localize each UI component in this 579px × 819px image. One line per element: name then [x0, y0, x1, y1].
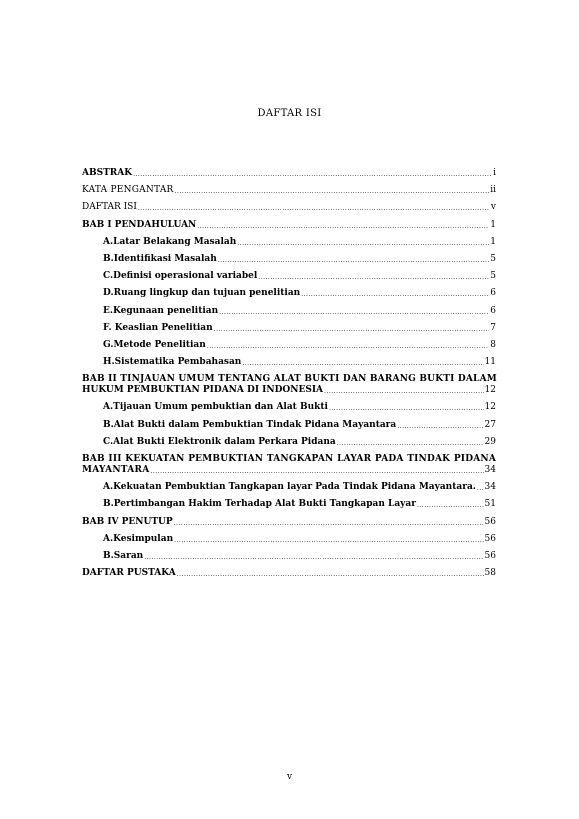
- dot-leader: [197, 223, 489, 231]
- toc-entry-label: F. Keaslian Penelitian: [103, 322, 213, 333]
- toc-entry-label: C.Definisi operasional variabel: [103, 271, 258, 282]
- toc-entry-page: 56: [484, 550, 496, 561]
- toc-entry-abstrak[interactable]: [82, 168, 496, 179]
- toc-entry-page: 6: [490, 288, 496, 299]
- toc-entry-label: DAFTAR PUSTAKA: [82, 568, 176, 579]
- toc-entry-1c[interactable]: [82, 271, 496, 282]
- toc-entry-label-line2: HUKUM PEMBUKTIAN PIDANA DI INDONESIA: [82, 385, 324, 396]
- toc-entry-page: 12: [484, 402, 496, 413]
- dot-leader: [174, 537, 483, 545]
- toc-entry-bab-4[interactable]: [82, 517, 496, 528]
- toc-entry-page: 7: [490, 322, 496, 333]
- toc-entry-label: E.Kegunaan penelitian: [103, 305, 219, 316]
- toc-entry-1a[interactable]: [82, 237, 496, 248]
- toc-entry-daftar-isi[interactable]: [82, 202, 496, 213]
- toc-entry-1e[interactable]: [82, 306, 496, 317]
- toc-entry-page: 34: [484, 482, 496, 493]
- toc-entry-kata-pengantar[interactable]: [82, 185, 496, 196]
- dot-leader: [219, 309, 489, 317]
- toc-entry-4a[interactable]: [82, 534, 496, 545]
- dot-leader: [144, 554, 483, 562]
- dot-leader: [174, 520, 484, 528]
- toc-entry-1g[interactable]: [82, 340, 496, 351]
- toc-entry-3b[interactable]: [82, 499, 496, 510]
- toc-entry-page: v: [490, 202, 496, 213]
- toc-entry-label: A.Kesimpulan: [103, 533, 174, 544]
- toc-entry-daftar-pustaka[interactable]: [82, 568, 496, 579]
- toc-entry-page: 56: [484, 533, 496, 544]
- toc-entry-page: 1: [490, 236, 496, 247]
- page-number: v: [286, 772, 293, 782]
- toc-entry-label: BAB I PENDAHULUAN: [82, 219, 197, 230]
- toc-entry-3a[interactable]: [82, 482, 496, 493]
- toc-entry-page: 56: [484, 516, 496, 527]
- toc-entry-label: B.Saran: [103, 550, 144, 561]
- dot-leader: [301, 291, 489, 299]
- dot-leader: [207, 343, 489, 351]
- toc-entry-label: H.Sistematika Pembahasan: [103, 357, 242, 368]
- toc-entry-label: A.Kekuatan Pembuktian Tangkapan layar Pada Tindak Pidana Mayantara.: [103, 482, 476, 493]
- dot-leader: [133, 171, 492, 179]
- toc-entry-2c[interactable]: [82, 437, 496, 448]
- toc-entry-page: 6: [490, 305, 496, 316]
- toc-entry-page: 8: [490, 339, 496, 350]
- toc-entry-label: B.Identifikasi Masalah: [103, 253, 217, 264]
- dot-leader: [138, 205, 490, 213]
- toc-entry-label-line1: BAB III KEKUATAN PEMBUKTIAN TANGKAPAN LAYAR PADA TINDAK PIDANA: [82, 454, 496, 464]
- toc-entry-1f[interactable]: [82, 323, 496, 334]
- toc-entry-line2: [82, 465, 496, 476]
- toc-entry-4b[interactable]: [82, 551, 496, 562]
- dot-leader: [242, 360, 483, 368]
- dot-leader: [258, 274, 489, 282]
- toc-entry-label: A.Latar Belakang Masalah: [103, 236, 237, 247]
- toc-entry-label-line1: BAB II TINJAUAN UMUM TENTANG ALAT BUKTI DAN BARANG BUKTI DALAM: [82, 374, 497, 385]
- toc-entry-bab-3[interactable]: [82, 454, 496, 476]
- toc-entry-2a[interactable]: [82, 402, 496, 413]
- toc-entry-bab-1[interactable]: [82, 220, 496, 231]
- toc-entry-page: i: [493, 168, 496, 178]
- toc-entry-1d[interactable]: [82, 288, 496, 299]
- toc-entry-label: B.Alat Bukti dalam Pembuktian Tindak Pidana Mayantara: [103, 419, 397, 430]
- dot-leader: [177, 571, 484, 579]
- toc-entry-label: B.Pertimbangan Hakim Terhadap Alat Bukti Tangkapan Layar: [103, 499, 416, 510]
- dot-leader: [324, 388, 484, 396]
- toc-entry-label: C.Alat Bukti Elektronik dalam Perkara Pidana: [103, 436, 336, 447]
- toc-entry-page: 5: [490, 253, 496, 264]
- toc-entry-2b[interactable]: [82, 420, 496, 431]
- toc-entry-page: 11: [484, 357, 496, 368]
- dot-leader: [397, 423, 483, 431]
- toc-entry-page: 51: [484, 499, 496, 510]
- toc-entry-label: D.Ruang lingkup dan tujuan penelitian: [103, 288, 301, 299]
- toc-entry-page: 12: [484, 385, 496, 396]
- toc-entry-page: 1: [490, 219, 496, 230]
- dot-leader: [477, 485, 484, 493]
- toc-entry-label: BAB IV PENUTUP: [82, 516, 173, 527]
- toc-entry-label: ABSTRAK: [82, 168, 133, 178]
- dot-leader: [175, 188, 490, 196]
- table-of-contents: [82, 168, 496, 585]
- toc-entry-page: 5: [490, 271, 496, 282]
- toc-entry-label: KATA PENGANTAR: [82, 185, 174, 196]
- toc-entry-page: 58: [484, 568, 496, 579]
- toc-entry-line2: [82, 385, 496, 396]
- toc-entry-label: DAFTAR ISI: [82, 202, 137, 213]
- toc-entry-bab-2[interactable]: [82, 374, 496, 396]
- toc-entry-page: 27: [484, 419, 496, 430]
- toc-entry-page: ii: [490, 185, 496, 196]
- toc-entry-1h[interactable]: [82, 357, 496, 368]
- dot-leader: [337, 440, 484, 448]
- dot-leader: [214, 326, 490, 334]
- dot-leader: [218, 257, 489, 265]
- page-title: DAFTAR ISI: [257, 108, 322, 119]
- dot-leader: [150, 468, 483, 476]
- dot-leader: [329, 405, 484, 413]
- toc-entry-page: 34: [484, 465, 496, 475]
- toc-entry-label-line2: MAYANTARA: [82, 465, 150, 475]
- toc-entry-page: 29: [484, 436, 496, 447]
- toc-entry-1b[interactable]: [82, 254, 496, 265]
- toc-entry-label: A.Tijauan Umum pembuktian dan Alat Bukti: [103, 402, 328, 413]
- toc-entry-label: G.Metode Penelitian: [103, 339, 206, 350]
- dot-leader: [237, 240, 489, 248]
- dot-leader: [417, 502, 484, 510]
